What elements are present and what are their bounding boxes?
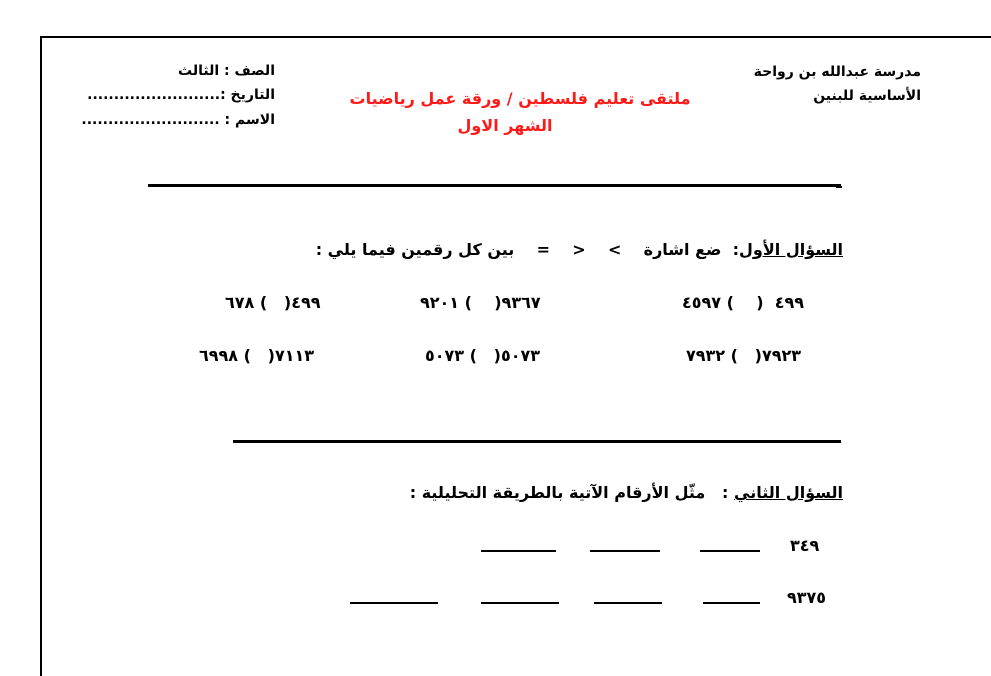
comparison-right-number: ٤٥٩٧ — [682, 293, 722, 312]
divider-line — [233, 440, 841, 443]
question1-instruction-end: بين كل رقمين فيما يلي : — [315, 240, 515, 259]
symbol-equals: = — [536, 240, 550, 259]
expand-number: ٣٤٩ — [790, 536, 820, 555]
comparison-right-number: ٩٢٠١ — [420, 293, 460, 312]
divider-line — [148, 184, 841, 187]
answer-blank[interactable] — [594, 602, 662, 604]
question1-label: السؤال الأول — [739, 240, 843, 259]
answer-blank[interactable] — [481, 602, 559, 604]
comparison-right-number: ٦٧٨ — [225, 293, 255, 312]
divider-tick — [836, 186, 842, 188]
answer-blank[interactable] — [350, 602, 438, 604]
answer-blank[interactable] — [703, 602, 760, 604]
question1-heading — [316, 240, 843, 259]
worksheet-title: ملتقى تعليم فلسطين / ورقة عمل رياضيات — [349, 89, 691, 108]
question2-heading — [410, 483, 843, 502]
worksheet-subtitle: الشهر الاول — [457, 116, 553, 135]
comparison-item: ٤٩٩ ( ) ٤٥٩٧ — [682, 293, 804, 312]
comparison-left-number: ٥٠٧٣ — [500, 346, 541, 365]
comparison-right-number: ٧٩٣٢ — [686, 346, 726, 365]
comparison-left-number: ٧٩٢٣ — [761, 346, 802, 365]
question1-colon: : — [732, 240, 740, 259]
school-type: الأساسية للبنين — [813, 88, 921, 104]
comparison-right-number: ٦٩٩٨ — [199, 346, 239, 365]
symbol-less: < — [607, 240, 622, 259]
comparison-symbols — [537, 240, 627, 259]
comparison-left-number: ٧١١٣ — [274, 346, 315, 365]
answer-blank[interactable] — [481, 550, 556, 552]
comparison-left-number: ٤٩٩ — [291, 293, 321, 312]
question2-instruction: مثّل الأرقام الآتية بالطريقة التحليلية : — [409, 483, 706, 502]
comparison-left-number: ٤٩٩ — [774, 293, 804, 312]
school-name: مدرسة عبدالله بن رواحة — [753, 64, 921, 80]
question2-label: السؤال الثاني — [734, 483, 843, 502]
symbol-greater: > — [572, 240, 586, 259]
grade-label: الصف : الثالث — [178, 63, 275, 79]
question1-instruction: ضع اشارة — [643, 240, 722, 259]
answer-blank[interactable] — [700, 550, 760, 552]
comparison-item: ٧١١٣( ) ٦٩٩٨ — [199, 346, 315, 365]
comparison-item: ٩٣٦٧( ) ٩٢٠١ — [420, 293, 541, 312]
comparison-item: ٧٩٢٣( ) ٧٩٣٢ — [686, 346, 802, 365]
comparison-left-number: ٩٣٦٧ — [501, 293, 541, 312]
answer-blank[interactable] — [590, 550, 660, 552]
name-field: الاسم : .......................... — [81, 112, 275, 128]
expand-number: ٩٣٧٥ — [787, 588, 827, 607]
comparison-item: ٤٩٩( ) ٦٧٨ — [225, 293, 321, 312]
comparison-item: ٥٠٧٣( ) ٥٠٧٣ — [425, 346, 541, 365]
question2-colon: : — [722, 483, 729, 502]
comparison-right-number: ٥٠٧٣ — [425, 346, 465, 365]
date-field: التاريخ :......................... — [87, 87, 275, 103]
